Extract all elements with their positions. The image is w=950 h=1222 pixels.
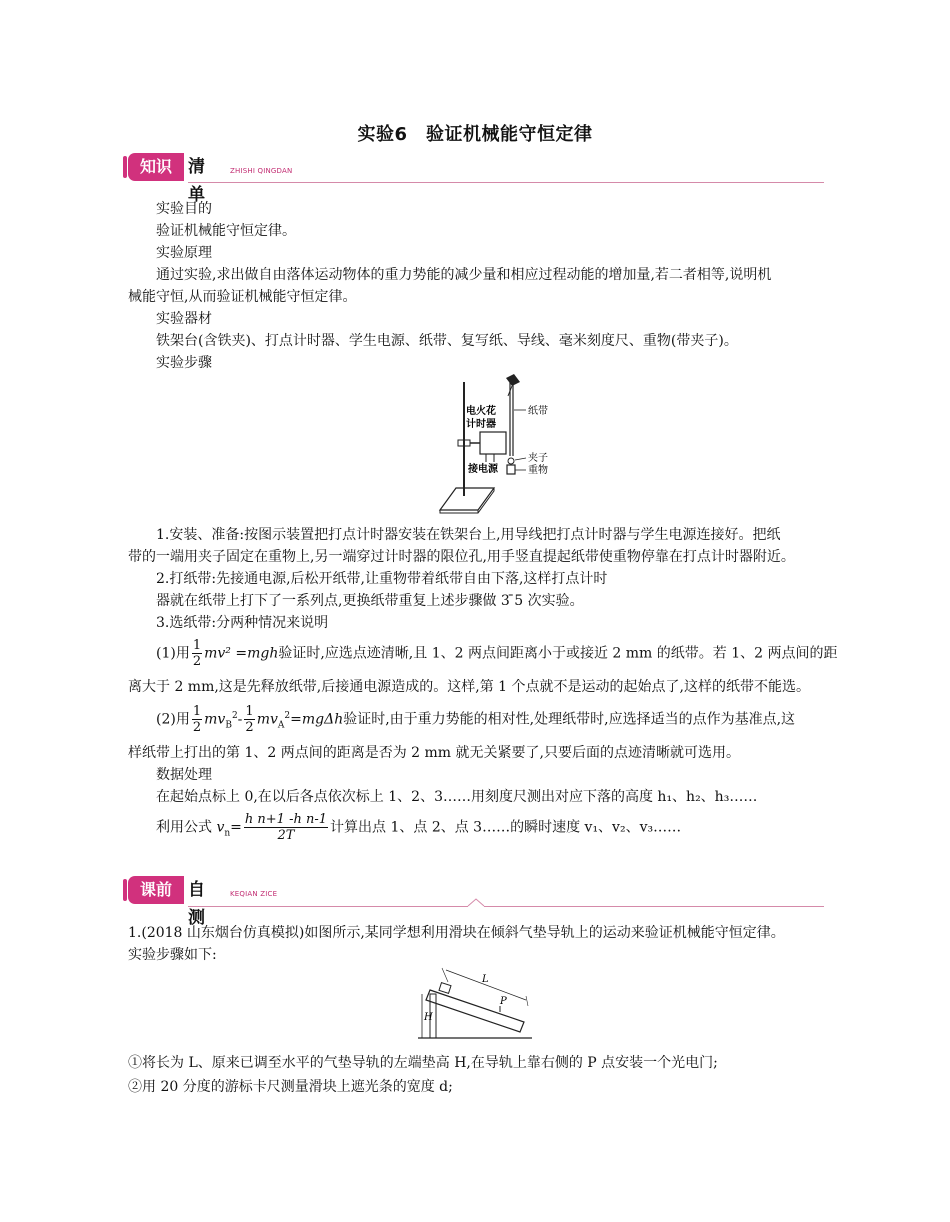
- text-case2-2: 样纸带上打出的第 1、2 两点间的距离是否为 2 mm 就无关紧要了,只要后面的点迹清晰就可选用。: [128, 745, 740, 761]
- ticker-timer-apparatus-figure: [428, 372, 558, 514]
- label-spark-2: 计时器: [466, 419, 496, 430]
- text-case1-2: 离大于 2 mm,这是先释放纸带,后接通电源造成的。这样,第 1 个点就不是运动的起始点了,这样的纸带不能选。: [128, 679, 810, 695]
- question-1-step-1: ①将长为 L、原来已调至水平的气垫导轨的左端垫高 H,在导轨上靠右侧的 P 点安装一个光电门;: [128, 1055, 718, 1071]
- text-equipment: 铁架台(含铁夹)、打点计时器、学生电源、纸带、复写纸、导线、毫米刻度尺、重物(带夹子)。: [156, 333, 738, 349]
- inclined-air-track-figure: [416, 966, 536, 1042]
- question-1-line-1: 1.(2018 山东烟台仿真模拟)如图所示,某同学想利用滑块在倾斜气垫导轨上的运动来验证机械能守恒定律。: [128, 925, 785, 941]
- text-step2-2: 器就在纸带上打下了一系列点,更换纸带重复上述步骤做 3 ̄5 次实验。: [156, 593, 584, 609]
- text-step1-1: 1.安装、准备:按图示装置把打点计时器安装在铁架台上,用导线把打点计时器与学生电源连接好。把纸: [156, 527, 781, 543]
- question-1-line-2: 实验步骤如下:: [128, 947, 217, 963]
- label-weight: 重物: [528, 465, 548, 476]
- text-principle-1: 通过实验,求出做自由落体运动物体的重力势能的减少量和相应过程动能的增加量,若二者相等,说明机: [156, 267, 772, 283]
- label-tape: 纸带: [528, 406, 548, 417]
- label-height: H: [424, 1012, 433, 1023]
- text-case2: (2)用 $\frac{1}{2}$ $mv_B^2-$ $\frac{1}{2}$ $mv_A^2=mg\Delta h$验证时,由于重力势能的相对性,处理纸带时,应选择适当的点作为基准点,这: [156, 704, 796, 735]
- label-length: L: [482, 974, 489, 985]
- fraction-half: $\frac{1}{2}$: [192, 638, 202, 669]
- formula-energy-1: mv² =mgh: [204, 645, 279, 662]
- text-case1: (1)用 $\frac{1}{2}$ mv² =mgh验证时,应选点迹清晰,且 1、2 两点间距离小于或接近 2 mm 的纸带。若 1、2 两点间的距: [156, 638, 838, 669]
- question-1-step-2: ②用 20 分度的游标卡尺测量滑块上遮光条的宽度 d;: [128, 1079, 453, 1095]
- text-step2-1: 2.打纸带:先接通电源,后松开纸带,让重物带着纸带自由下落,这样打点计时: [156, 571, 608, 587]
- heading-data: 数据处理: [156, 767, 212, 783]
- heading-equipment: 实验器材: [156, 311, 212, 327]
- section-rule: [188, 182, 824, 183]
- text-step1-2: 带的一端用夹子固定在重物上,另一端穿过计时器的限位孔,用手竖直提起纸带使重物停靠在打点计时器附近。: [128, 549, 795, 565]
- fraction-velocity: $\frac{\text{h n+1 -h n-1}}{2T}$: [244, 812, 328, 843]
- label-point-p: P: [500, 996, 507, 1007]
- text-principle-2: 械能守恒,从而验证机械能守恒定律。: [128, 289, 357, 305]
- text-data-2: 利用公式 $v_n=$ $\frac{\text{h n+1 -h n-1}}{2T}$ 计算出点 1、点 2、点 3……的瞬时速度 v₁、v₂、v₃……: [156, 812, 682, 843]
- page-title: 实验6 验证机械能守恒定律: [357, 124, 593, 145]
- label-clip: 夹子: [528, 453, 548, 464]
- section-pinyin: ZHISHI QINGDAN: [230, 167, 293, 175]
- heading-steps: 实验步骤: [156, 355, 212, 371]
- text-step3: 3.选纸带:分两种情况来说明: [156, 615, 329, 631]
- text-data-1: 在起始点标上 0,在以后各点依次标上 1、2、3……用刻度尺测出对应下落的高度 h₁、h₂、h₃……: [156, 789, 758, 805]
- section-badge: 知识: [128, 153, 184, 181]
- label-spark-1: 电火花: [466, 406, 496, 417]
- text-aim: 验证机械能守恒定律。: [156, 223, 296, 239]
- section-word: 清单: [188, 157, 205, 205]
- heading-principle: 实验原理: [156, 245, 212, 261]
- rule-notch: [466, 898, 486, 908]
- label-power: 接电源: [468, 464, 498, 475]
- heading-aim: 实验目的: [156, 201, 212, 217]
